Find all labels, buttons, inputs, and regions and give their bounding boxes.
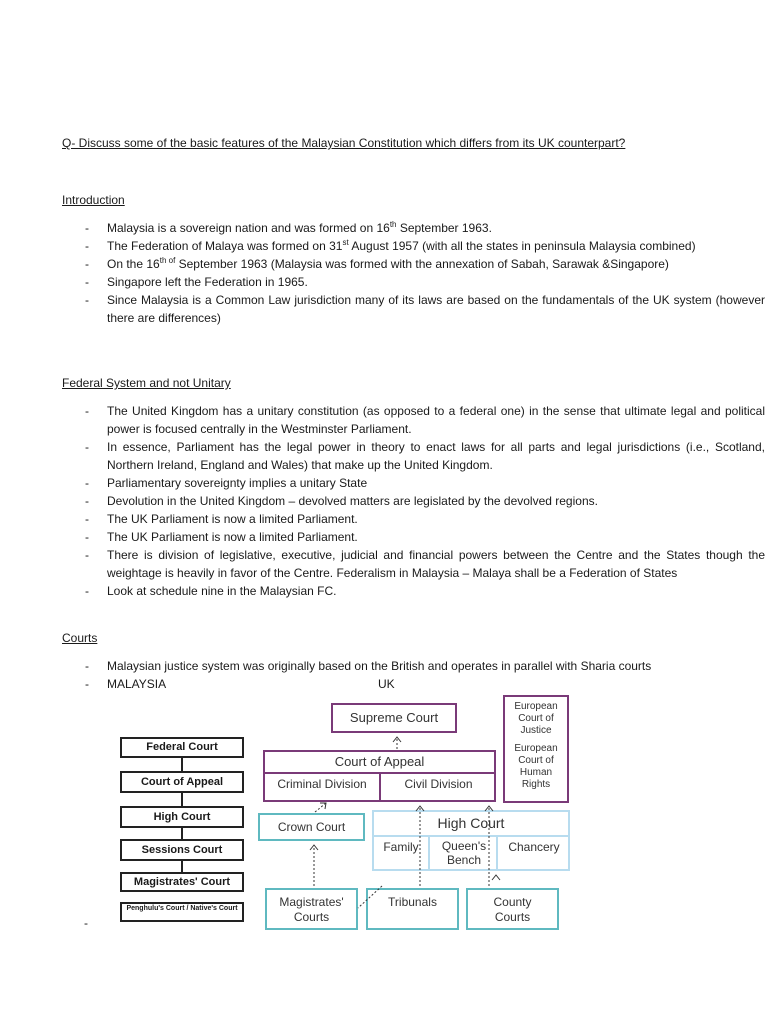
sessions-court-box: Sessions Court <box>120 839 244 861</box>
list-item: - Singapore left the Federation in 1965. <box>62 273 765 291</box>
county-courts-box: County Courts <box>466 888 559 930</box>
magistrates-court-box: Magistrates' Court <box>120 872 244 892</box>
queens-bench-cell: Queen's Bench <box>432 837 498 869</box>
list-item: - On the $16^{th of}$ September 1963 (Malaysia was formed with the annexation of Sabah, Sarawak &Singapore) <box>62 255 765 273</box>
court-of-appeal-title: Court of Appeal <box>265 752 494 774</box>
crown-court-box: Crown Court <box>258 813 365 841</box>
family-division-cell: Family <box>374 837 430 869</box>
list-item: - There is division of legislative, executive, judicial and financial powers between the Centre and the States though the weightage is heavily in favor of the Centre. Federalism in Malaysia – Malaya shall be a Federation of States <box>62 546 765 582</box>
uk-label: UK <box>378 677 395 691</box>
list-item: - Malaysian justice system was originally based on the British and operates in parallel with Sharia courts <box>62 657 765 675</box>
civil-division-cell: Civil Division <box>404 777 473 791</box>
list-item: - Malaysia is a sovereign nation and was formed on 16th September 1963. <box>62 219 765 237</box>
list-item: - The UK Parliament is now a limited Parliament. <box>62 528 765 546</box>
tribunals-to-magistrates-arrow <box>358 886 382 908</box>
trailing-dash: - <box>84 916 88 930</box>
european-courts-box: European Court of Justice European Court of Human Rights <box>503 695 569 803</box>
penghulu-court-box: Penghulu's Court / Native's Court <box>120 902 244 922</box>
supreme-court-box: Supreme Court <box>331 703 457 733</box>
list-item: - Since Malaysia is a Common Law jurisdiction many of its laws are based on the fundamentals of the UK system (however there are differences) <box>62 291 765 327</box>
tribunals-box: Tribunals <box>366 888 459 930</box>
list-item: - The United Kingdom has a unitary constitution (as opposed to a federal one) in the sense that ultimate legal and political power is focused centrally in the Westminster Parliament. <box>62 402 765 438</box>
list-item: - The Federation of Malaya was formed on 31st August 1957 (with all the states in peninsula Malaysia combined) <box>62 237 765 255</box>
malaysia-label: MALAYSIA <box>107 677 167 691</box>
courts-heading: Courts <box>62 631 98 645</box>
list-item: - Parliamentary sovereignty implies a unitary State <box>62 474 765 492</box>
list-item: - The UK Parliament is now a limited Parliament. <box>62 510 765 528</box>
list-item: - In essence, Parliament has the legal power in theory to enact laws for all parts and legal jurisdictions (i.e., Scotland, Northern Ireland, England and Wales) that make up the United Kingdom. <box>62 438 765 474</box>
crown-to-criminal-arrow <box>315 803 326 812</box>
high-court-title: High Court <box>374 812 568 837</box>
chancery-division-cell: Chancery <box>508 840 560 854</box>
introduction-heading: Introduction <box>62 193 125 207</box>
high-court-box: High Court <box>120 806 244 828</box>
federal-court-box: Federal Court <box>120 737 244 758</box>
criminal-division-cell: Criminal Division <box>265 774 381 800</box>
magistrates-courts-box: Magistrates' Courts <box>265 888 358 930</box>
court-of-appeal-box: Court of Appeal <box>120 771 244 793</box>
list-item: - Devolution in the United Kingdom – devolved matters are legislated by the devolved regions. <box>62 492 765 510</box>
question-heading: Q- Discuss some of the basic features of the Malaysian Constitution which differs from its UK counterpart? <box>62 136 626 150</box>
list-item: - Look at schedule nine in the Malaysian FC. <box>62 582 765 600</box>
federal-heading: Federal System and not Unitary <box>62 376 231 390</box>
